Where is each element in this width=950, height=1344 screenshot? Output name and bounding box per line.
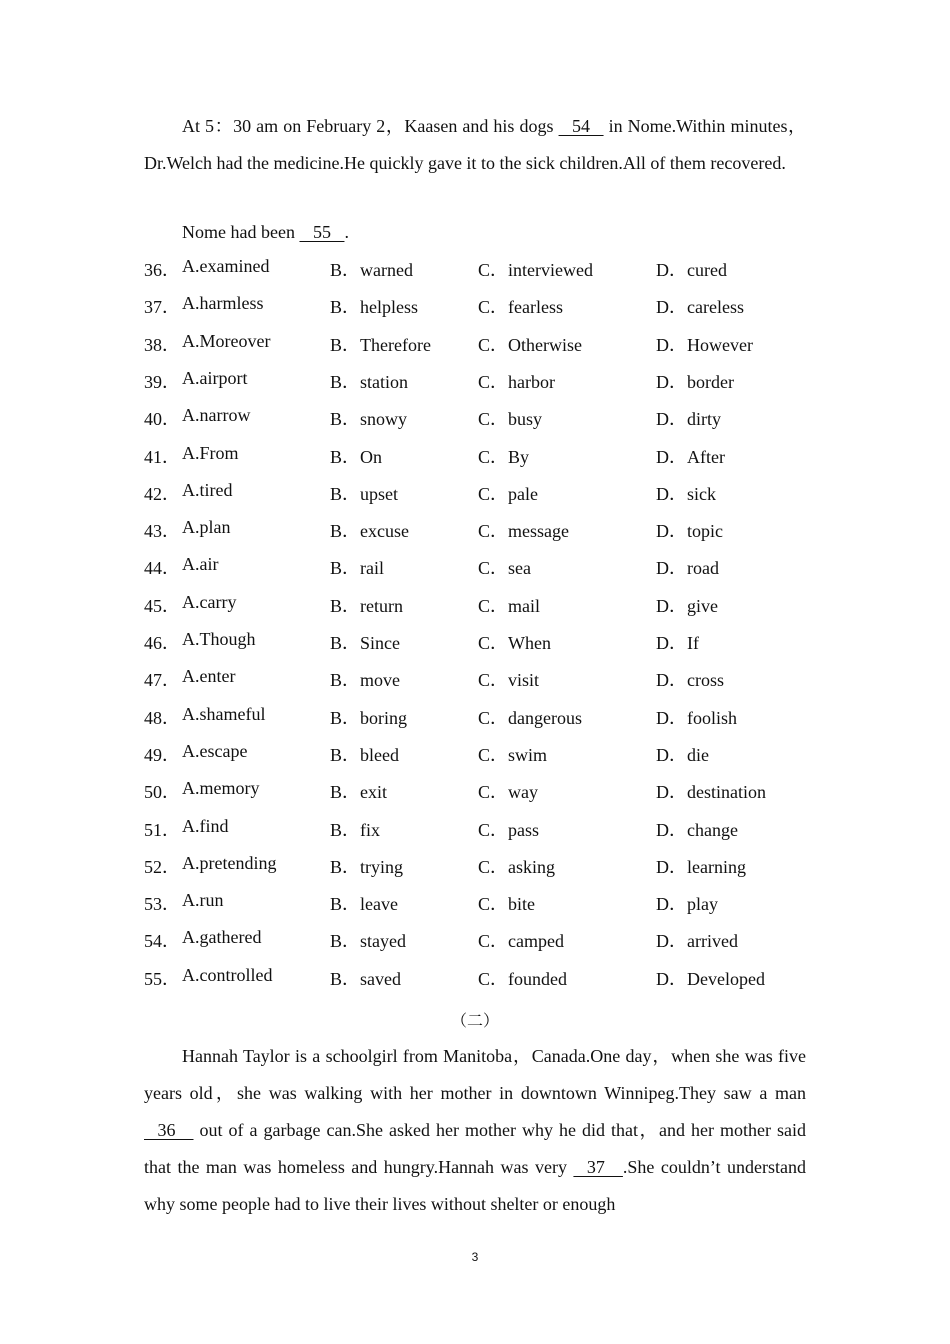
option-d: D．cured (656, 260, 727, 280)
option-d: D．die (656, 745, 709, 765)
option-d: D．cross (656, 670, 724, 690)
option-d: D．However (656, 335, 753, 355)
question-row (144, 517, 806, 541)
question-number: 38． (144, 335, 180, 355)
blank-36: 36 (144, 1120, 194, 1140)
option-b: B．move (330, 670, 400, 690)
question-row (144, 965, 806, 989)
question-number: 45． (144, 596, 180, 616)
question-row (144, 293, 806, 317)
option-b: B．boring (330, 708, 408, 728)
option-c: C．harbor (478, 372, 555, 392)
option-d: D．play (656, 894, 718, 914)
option-b: B．station (330, 372, 409, 392)
question-number: 37． (144, 297, 180, 317)
option-c: C．asking (478, 857, 556, 877)
option-b: B．fix (330, 820, 381, 840)
option-a: A.pretending (182, 853, 277, 873)
option-a: A.enter (182, 666, 236, 686)
option-b: B．warned (330, 260, 413, 280)
question-row (144, 853, 806, 877)
question-row (144, 405, 806, 429)
question-number: 46． (144, 633, 180, 653)
option-d: D．careless (656, 297, 744, 317)
option-c: C．visit (478, 670, 540, 690)
option-c: C．fearless (478, 297, 563, 317)
passage-text: . (344, 222, 349, 242)
option-c: C．dangerous (478, 708, 582, 728)
option-c: C．Otherwise (478, 335, 582, 355)
option-a: A.escape (182, 741, 248, 761)
option-d: D．arrived (656, 931, 738, 951)
option-a: A.controlled (182, 965, 273, 985)
option-b: B．bleed (330, 745, 399, 765)
option-b: B．snowy (330, 409, 408, 429)
option-d: D．road (656, 558, 719, 578)
question-number: 44． (144, 558, 180, 578)
option-c: C．founded (478, 969, 567, 989)
question-row (144, 554, 806, 578)
question-row (144, 331, 806, 355)
option-d: D．give (656, 596, 718, 616)
option-d: D．sick (656, 484, 716, 504)
passage-text: At 5：30 am on February 2，Kaasen and his dogs (182, 116, 559, 136)
option-c: C．camped (478, 931, 564, 951)
option-c: C．pale (478, 484, 538, 504)
option-c: C．busy (478, 409, 543, 429)
question-row (144, 666, 806, 690)
option-a: A.carry (182, 592, 237, 612)
page-number: 3 (471, 1250, 479, 1264)
option-c: C．way (478, 782, 538, 802)
passage-text: in Nome.Within minutes，Dr.Welch had the medicine.He quickly gave it to the sick children.All of them recovered. (144, 116, 806, 173)
option-a: A.tired (182, 480, 233, 500)
blank-54: 54 (558, 116, 604, 136)
option-d: D．dirty (656, 409, 721, 429)
question-number: 41． (144, 447, 180, 467)
question-row (144, 480, 806, 504)
option-a: A.air (182, 554, 219, 574)
passage-text: .She couldn’t understand why some people had to live their lives without shelter or enough (144, 1157, 806, 1214)
option-a: A.memory (182, 778, 260, 798)
section-heading: （二） (450, 1013, 499, 1030)
question-number: 52． (144, 857, 180, 877)
option-a: A.gathered (182, 927, 262, 947)
question-number: 40． (144, 409, 180, 429)
question-number: 39． (144, 372, 180, 392)
option-b: B．return (330, 596, 403, 616)
question-row (144, 592, 806, 616)
question-row (144, 741, 806, 765)
option-b: B．exit (330, 782, 387, 802)
option-b: B．upset (330, 484, 399, 504)
question-number: 42． (144, 484, 180, 504)
option-c: C．bite (478, 894, 535, 914)
option-d: D．destination (656, 782, 766, 802)
option-d: D．After (656, 447, 725, 467)
question-row (144, 927, 806, 951)
question-number: 43． (144, 521, 180, 541)
passage-text: Nome had been (182, 222, 300, 242)
option-d: D．change (656, 820, 738, 840)
option-b: B．trying (330, 857, 404, 877)
option-b: B．leave (330, 894, 398, 914)
question-number: 55． (144, 969, 180, 989)
blank-55: 55 (299, 222, 345, 242)
option-b: B．On (330, 447, 383, 467)
option-c: C．swim (478, 745, 548, 765)
option-a: A.narrow (182, 405, 251, 425)
option-b: B．stayed (330, 931, 406, 951)
option-b: B．excuse (330, 521, 409, 541)
option-c: C．message (478, 521, 569, 541)
question-number: 50． (144, 782, 180, 802)
passage-2-paragraph (144, 1038, 806, 1223)
option-b: B．rail (330, 558, 384, 578)
question-number: 36． (144, 260, 180, 280)
option-d: D．Developed (656, 969, 765, 989)
option-d: D．foolish (656, 708, 737, 728)
question-row (144, 629, 806, 653)
question-row (144, 890, 806, 914)
option-d: D．topic (656, 521, 723, 541)
option-b: B．Therefore (330, 335, 431, 355)
blank-37: 37 (573, 1157, 623, 1177)
question-row (144, 256, 806, 280)
question-row (144, 368, 806, 392)
option-a: A.run (182, 890, 224, 910)
question-row (144, 778, 806, 802)
passage-text: Hannah Taylor is a schoolgirl from Manitoba，Canada.One day，when she was five years old，she was walking with her mother in downtown Winnipeg.They saw a man (144, 1046, 806, 1103)
option-a: A.find (182, 816, 229, 836)
passage-paragraph-2 (144, 214, 806, 251)
option-c: C．When (478, 633, 551, 653)
option-a: A.Though (182, 629, 256, 649)
option-a: A.harmless (182, 293, 264, 313)
option-b: B．helpless (330, 297, 418, 317)
passage-text: out of a garbage can.She asked her mother why he did that，and her mother said that the man was homeless and hungry.Hannah was very (144, 1120, 806, 1177)
option-a: A.airport (182, 368, 248, 388)
option-a: A.shameful (182, 704, 266, 724)
question-row (144, 816, 806, 840)
option-a: A.plan (182, 517, 231, 537)
passage-paragraph-1 (144, 108, 806, 182)
question-number: 53． (144, 894, 180, 914)
option-d: D．border (656, 372, 734, 392)
option-a: A.From (182, 443, 239, 463)
question-number: 49． (144, 745, 180, 765)
question-row (144, 443, 806, 467)
option-d: D．learning (656, 857, 746, 877)
question-number: 48． (144, 708, 180, 728)
question-row (144, 704, 806, 728)
option-a: A.Moreover (182, 331, 271, 351)
question-number: 54． (144, 931, 180, 951)
option-a: A.examined (182, 256, 270, 276)
option-c: C．interviewed (478, 260, 593, 280)
option-c: C．pass (478, 820, 540, 840)
question-number: 51． (144, 820, 180, 840)
option-b: B．Since (330, 633, 400, 653)
option-d: D．If (656, 633, 699, 653)
option-b: B．saved (330, 969, 401, 989)
question-number: 47． (144, 670, 180, 690)
option-c: C．By (478, 447, 530, 467)
option-c: C．sea (478, 558, 531, 578)
option-c: C．mail (478, 596, 540, 616)
